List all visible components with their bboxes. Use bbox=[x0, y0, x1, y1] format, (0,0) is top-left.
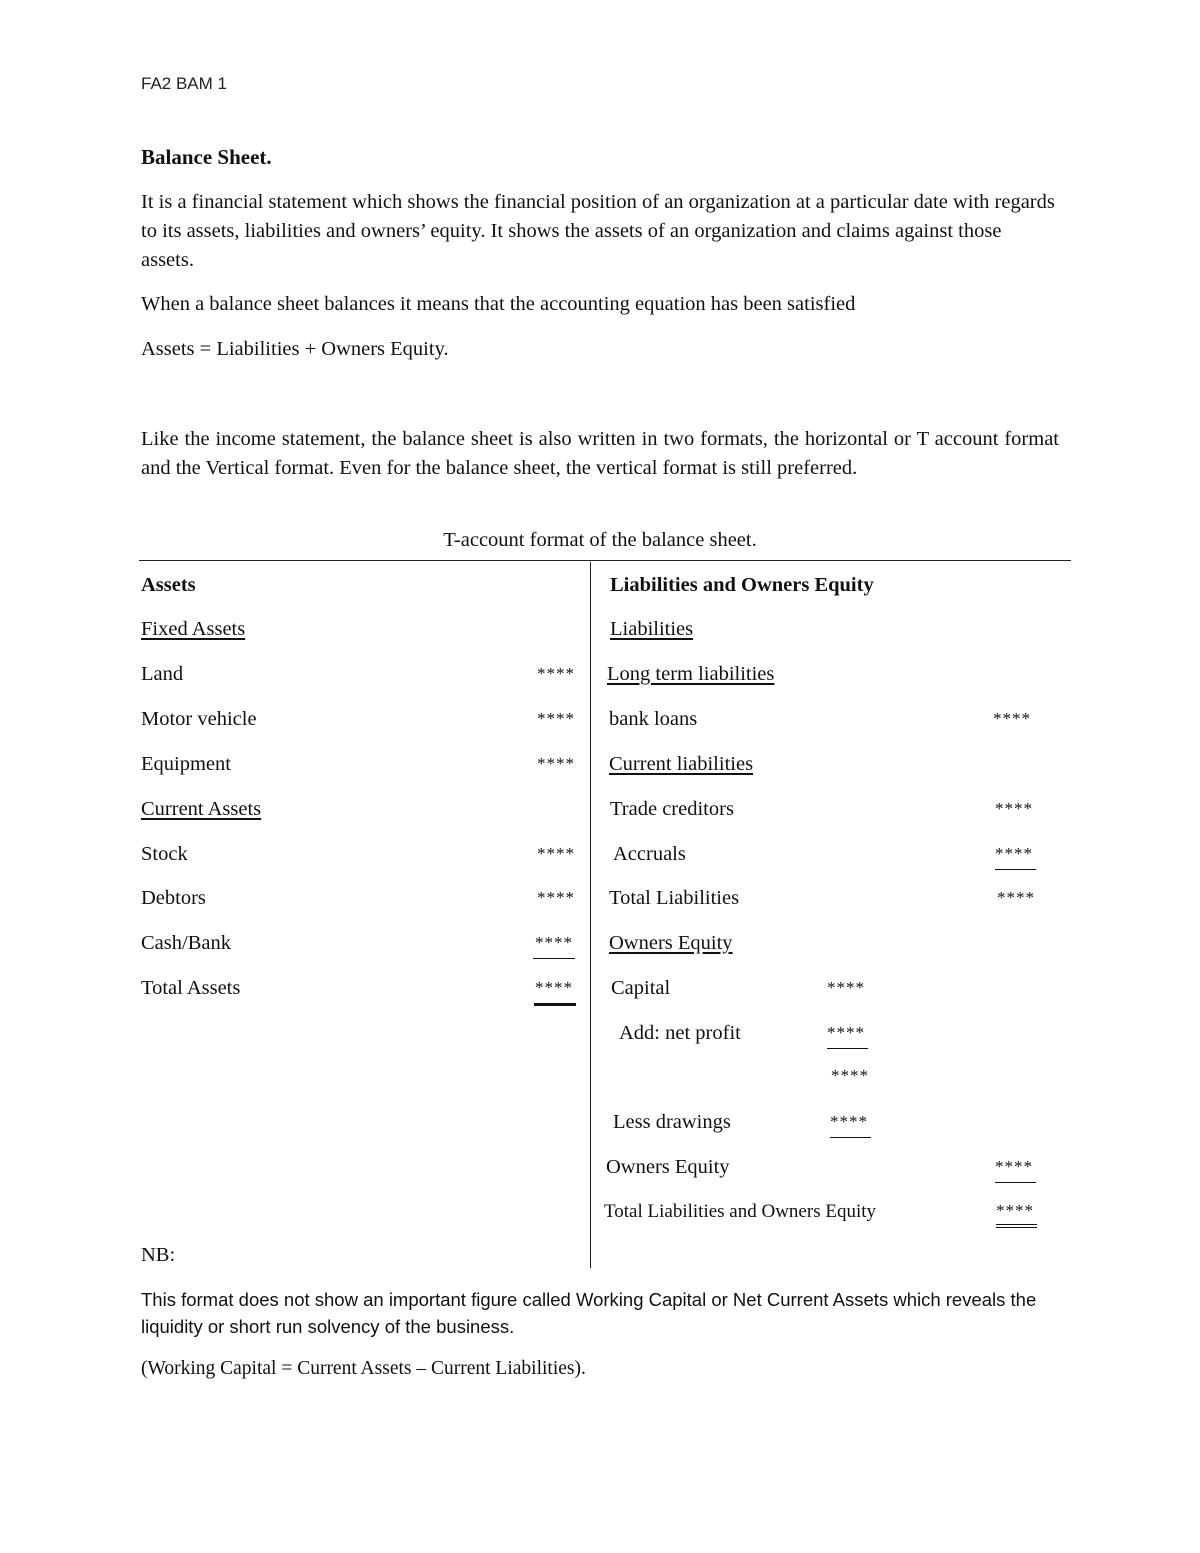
section-title: Balance Sheet. bbox=[141, 145, 272, 169]
page-header: FA2 BAM 1 bbox=[141, 74, 227, 93]
land-amount: **** bbox=[537, 664, 575, 683]
current-assets-heading: Current Assets bbox=[141, 798, 262, 820]
debtors-label: Debtors bbox=[141, 887, 206, 909]
definition-paragraph: It is a financial statement which shows the financial position of an organization at a particular date with regards to its assets, liabilities and owners’ equity. It shows the assets of an organization and claims against those assets. bbox=[141, 191, 1055, 271]
total-assets-label: Total Assets bbox=[141, 977, 241, 999]
long-term-liabilities-heading: Long term liabilities bbox=[607, 663, 775, 685]
total-liabilities-amount: **** bbox=[997, 888, 1035, 907]
accounting-equation: Assets = Liabilities + Owners Equity. bbox=[141, 338, 449, 360]
motor-vehicle-amount: **** bbox=[537, 709, 575, 728]
capital-subtotal-amount: **** bbox=[831, 1066, 869, 1085]
drawings-amount: **** bbox=[830, 1112, 871, 1138]
less-drawings-label: Less drawings bbox=[613, 1111, 731, 1133]
net-profit-amount: **** bbox=[827, 1023, 868, 1049]
trade-creditors-amount: **** bbox=[995, 799, 1033, 818]
equipment-amount: **** bbox=[537, 754, 575, 773]
bank-loans-label: bank loans bbox=[609, 708, 698, 730]
working-capital-note: This format does not show an important figure called Working Capital or Net Current Assets which reveals the liquidity or short run solvency of the business. bbox=[141, 1289, 1037, 1337]
accruals-amount: **** bbox=[995, 844, 1036, 870]
nb-label: NB: bbox=[141, 1244, 176, 1266]
total-liabilities-equity-label: Total Liabilities and Owners Equity bbox=[604, 1201, 877, 1222]
liabilities-heading: Liabilities bbox=[610, 618, 694, 640]
fixed-assets-heading: Fixed Assets bbox=[141, 618, 246, 640]
formats-paragraph: Like the income statement, the balance sheet is also written in two formats, the horizontal or T account format and the Vertical format. Even for the balance sheet, the vertical format is still preferred. bbox=[141, 428, 1059, 479]
debtors-amount: **** bbox=[537, 888, 575, 907]
working-capital-formula: (Working Capital = Current Assets – Current Liabilities). bbox=[141, 1358, 586, 1379]
owners-equity-heading: Owners Equity bbox=[609, 932, 733, 954]
stock-amount: **** bbox=[537, 844, 575, 863]
add-net-profit-label: Add: net profit bbox=[619, 1022, 741, 1044]
bank-loans-amount: **** bbox=[993, 709, 1031, 728]
t-account-horizontal-rule bbox=[139, 560, 1071, 561]
total-assets-amount: **** bbox=[534, 978, 576, 1006]
total-liabilities-equity-amount: **** bbox=[996, 1201, 1037, 1228]
motor-vehicle-label: Motor vehicle bbox=[141, 708, 257, 730]
cash-bank-label: Cash/Bank bbox=[141, 932, 231, 954]
accruals-label: Accruals bbox=[613, 843, 686, 865]
trade-creditors-label: Trade creditors bbox=[610, 798, 734, 820]
t-account-caption: T-account format of the balance sheet. bbox=[443, 529, 757, 551]
owners-equity-amount: **** bbox=[995, 1157, 1036, 1183]
total-liabilities-label: Total Liabilities bbox=[609, 887, 740, 909]
land-label: Land bbox=[141, 663, 184, 685]
liabilities-equity-heading: Liabilities and Owners Equity bbox=[610, 574, 874, 596]
capital-label: Capital bbox=[611, 977, 671, 999]
cash-bank-amount: **** bbox=[533, 933, 575, 959]
equipment-label: Equipment bbox=[141, 753, 231, 775]
t-account-vertical-rule bbox=[590, 562, 591, 1268]
assets-heading: Assets bbox=[141, 574, 196, 596]
balance-paragraph: When a balance sheet balances it means that the accounting equation has been satisfied bbox=[141, 293, 856, 315]
owners-equity-label: Owners Equity bbox=[606, 1156, 730, 1178]
stock-label: Stock bbox=[141, 843, 188, 865]
capital-amount: **** bbox=[827, 978, 865, 997]
current-liabilities-heading: Current liabilities bbox=[609, 753, 754, 775]
